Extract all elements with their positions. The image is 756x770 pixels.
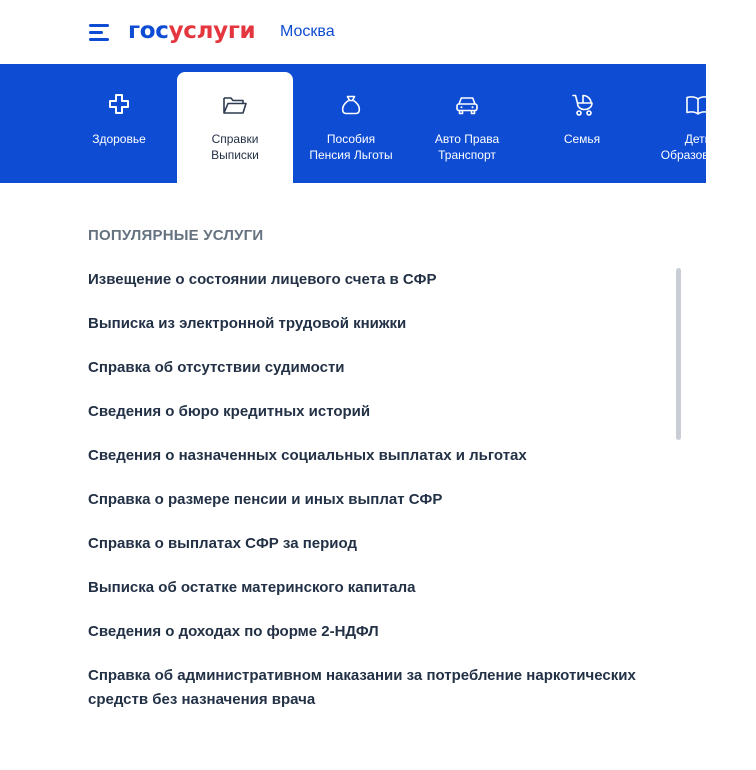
category-auto[interactable] bbox=[409, 64, 525, 183]
city-selector[interactable]: Москва bbox=[280, 23, 335, 40]
category-health[interactable] bbox=[61, 64, 177, 183]
car-icon bbox=[455, 95, 479, 115]
category-label: Пособия Пенсия Льготы bbox=[309, 132, 393, 162]
service-link[interactable]: Справка об отсутствии судимости bbox=[88, 359, 345, 376]
folder-icon bbox=[222, 95, 248, 115]
health-cross-icon bbox=[108, 93, 130, 115]
service-link[interactable]: Справка о размере пенсии и иных выплат СФР bbox=[88, 491, 443, 508]
service-link[interactable]: Справка о выплатах СФР за период bbox=[88, 535, 357, 552]
category-label: Дети Образование bbox=[660, 132, 736, 162]
service-link[interactable]: Справка об административном наказании за потребление наркотических средств без назначения врача bbox=[88, 667, 636, 708]
service-link[interactable]: Выписка об остатке материнского капитала bbox=[88, 579, 416, 596]
stroller-icon bbox=[570, 93, 594, 117]
category-benefits[interactable] bbox=[293, 64, 409, 183]
category-label: Справки Выписки bbox=[211, 132, 259, 162]
menu-icon[interactable] bbox=[89, 24, 111, 42]
category-children[interactable] bbox=[640, 64, 756, 183]
category-label: Здоровье bbox=[92, 132, 146, 146]
category-label: Семья bbox=[563, 132, 601, 146]
money-bag-icon bbox=[340, 95, 362, 115]
scrollbar-thumb[interactable] bbox=[676, 268, 681, 440]
popular-services-title: ПОПУЛЯРНЫЕ УСЛУГИ bbox=[88, 227, 264, 244]
book-icon bbox=[685, 95, 711, 115]
service-link[interactable]: Извещение о состоянии лицевого счета в СФР bbox=[88, 271, 437, 288]
service-link[interactable]: Выписка из электронной трудовой книжки bbox=[88, 315, 407, 332]
category-bar bbox=[0, 64, 736, 183]
popular-services-list bbox=[88, 268, 658, 732]
gosuslugi-logo[interactable]: госуслуги bbox=[128, 18, 256, 44]
category-family[interactable] bbox=[524, 64, 640, 183]
service-link[interactable]: Сведения о назначенных социальных выплатах и льготах bbox=[88, 447, 527, 464]
header bbox=[0, 0, 706, 64]
category-label: Авто Права Транспорт bbox=[434, 132, 500, 162]
service-link[interactable]: Сведения о бюро кредитных историй bbox=[88, 403, 371, 420]
category-certificates[interactable] bbox=[177, 72, 293, 183]
service-link[interactable]: Сведения о доходах по форме 2-НДФЛ bbox=[88, 623, 379, 640]
